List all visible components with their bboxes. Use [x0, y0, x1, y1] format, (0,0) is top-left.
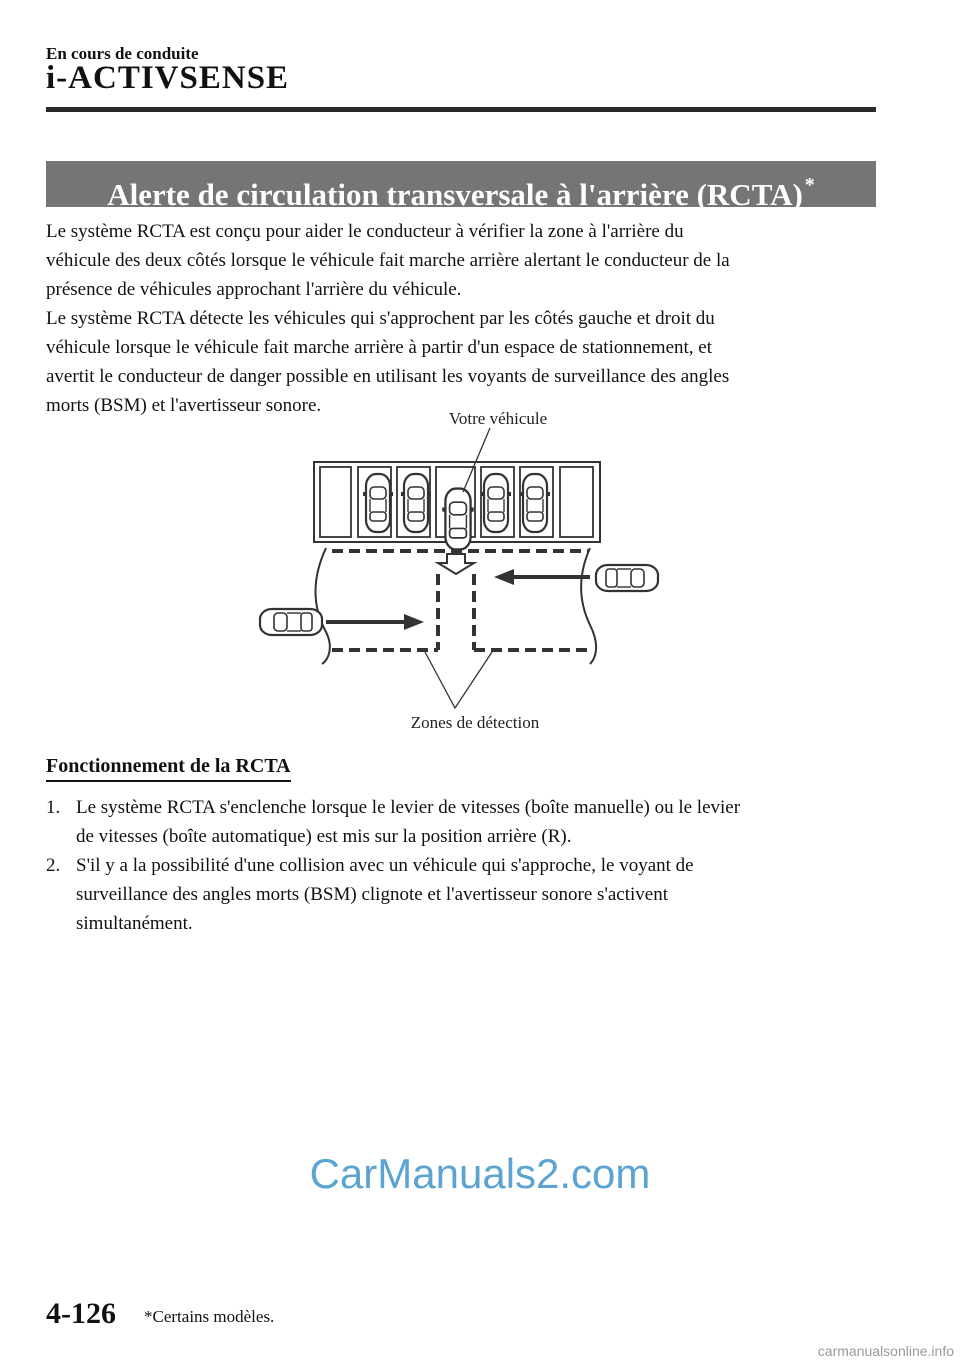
approach-arrow-right-icon: [494, 569, 590, 585]
section-title: Alerte de circulation transversale à l'arrière (RCTA): [107, 177, 803, 212]
intro-line: présence de véhicules approchant l'arrière du véhicule.: [46, 279, 462, 300]
step-line: simultanément.: [76, 913, 193, 934]
approach-arrow-left-icon: [326, 614, 424, 630]
parked-car-icon: [363, 474, 393, 532]
approaching-car-right-icon: [596, 565, 658, 591]
figure-label-zones: Zones de détection: [410, 713, 540, 732]
step-item: [46, 851, 876, 938]
step-item: [46, 793, 876, 851]
chapter-divider: [46, 107, 876, 112]
intro-text: [46, 217, 876, 420]
intro-line: Le système RCTA est conçu pour aider le conducteur à vérifier la zone à l'arrière du: [46, 221, 684, 242]
step-line: S'il y a la possibilité d'une collision avec un véhicule qui s'approche, le voyant de: [76, 855, 694, 876]
section-label: En cours de conduite: [46, 44, 199, 63]
step-line: surveillance des angles morts (BSM) clignote et l'avertisseur sonore s'activent: [76, 884, 668, 905]
figure-label-vehicle: Votre véhicule: [448, 409, 548, 428]
step-number: 1.: [46, 797, 61, 818]
chapter-title: i-ACTIVSENSE: [46, 60, 290, 96]
parked-car-icon: [520, 474, 550, 532]
intro-line: véhicule lorsque le véhicule fait marche arrière à partir d'un espace de stationnement, et: [46, 337, 713, 358]
road-edge-right: [581, 548, 596, 664]
optional-feature-marker: *: [804, 174, 815, 196]
step-number: 2.: [46, 855, 61, 876]
watermark: CarManuals2.com: [309, 1150, 651, 1197]
page-number: 4-126: [46, 1297, 116, 1330]
footnote: *Certains modèles.: [144, 1307, 275, 1326]
intro-line: véhicule des deux côtés lorsque le véhicule fait marche arrière alertant le conducteur de la: [46, 250, 730, 271]
intro-line: morts (BSM) et l'avertisseur sonore.: [46, 395, 322, 416]
rcta-diagram: [0, 400, 960, 740]
parked-car-icon: [401, 474, 431, 532]
site-watermark: carmanualsonline.info: [817, 1343, 954, 1359]
parked-car-icon: [481, 474, 511, 532]
subsection-heading: Fonctionnement de la RCTA: [46, 755, 291, 782]
intro-line: Le système RCTA détecte les véhicules qui s'approchent par les côtés gauche et droit du: [46, 308, 715, 329]
own-vehicle-icon: [442, 489, 474, 550]
step-line: de vitesses (boîte automatique) est mis sur la position arrière (R).: [76, 826, 572, 847]
section-title-bar: [46, 161, 876, 212]
approaching-car-left-icon: [260, 609, 322, 635]
leader-line: [425, 652, 492, 708]
steps-list: [46, 793, 876, 938]
intro-line: avertit le conducteur de danger possible en utilisant les voyants de surveillance des angles: [46, 366, 730, 387]
step-line: Le système RCTA s'enclenche lorsque le levier de vitesses (boîte manuelle) ou le levier: [76, 797, 741, 818]
reverse-direction-arrow-icon: [438, 554, 474, 574]
road-edge-left: [316, 548, 330, 664]
